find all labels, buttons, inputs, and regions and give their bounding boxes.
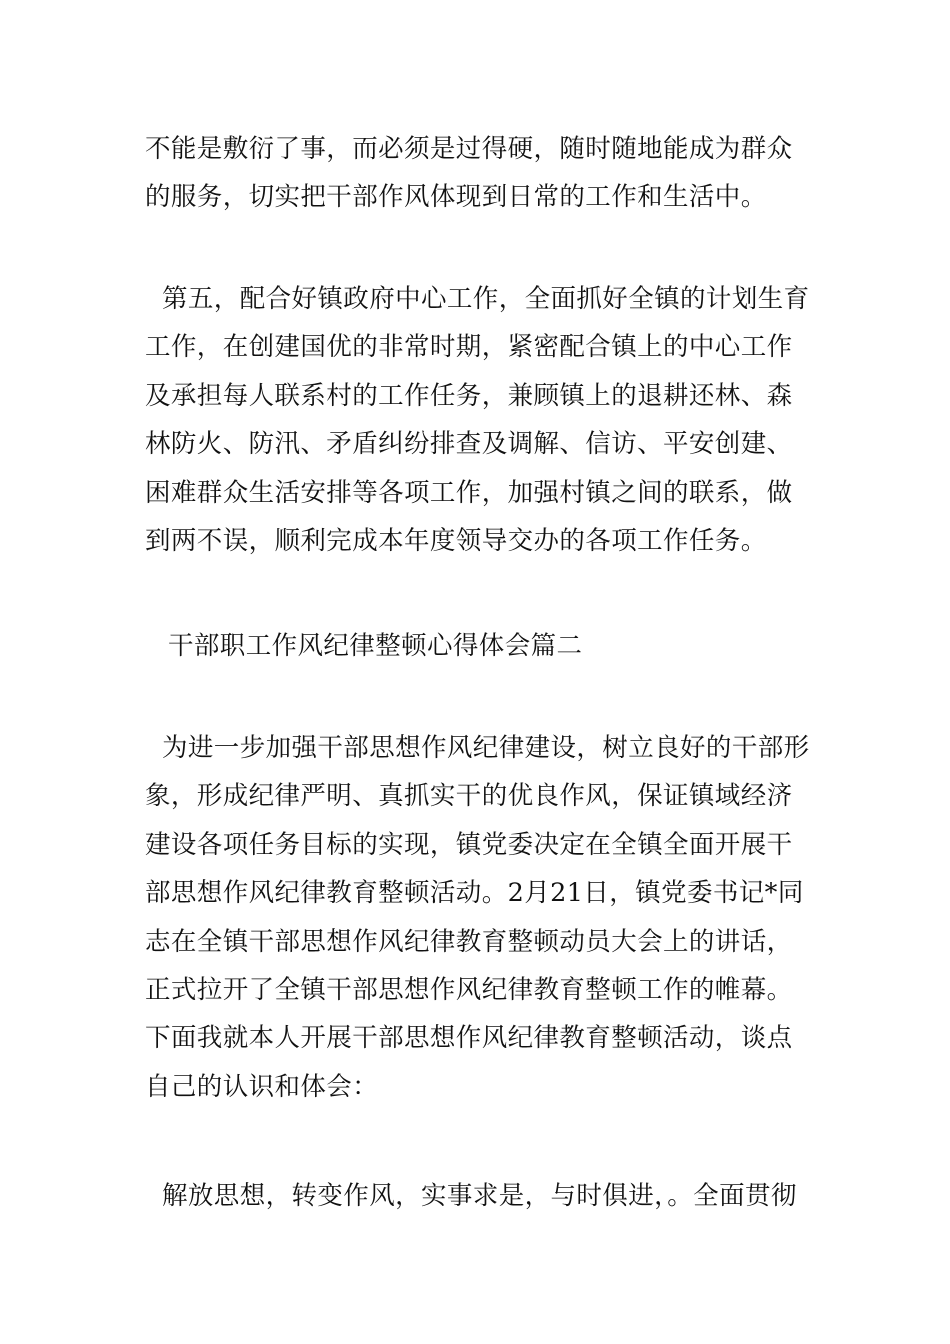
text-line: 部思想作风纪律教育整顿活动。2月21日，镇党委书记*同 [145, 878, 804, 909]
text-line: 林防火、防汛、矛盾纠纷排查及调解、信访、平安创建、 [145, 429, 793, 460]
paragraph-introduction [145, 724, 810, 1111]
text-line: 的服务，切实把干部作风体现到日常的工作和生活中。 [145, 182, 767, 213]
text-line: 不能是敷衍了事，而必须是过得硬，随时随地能成为群众 [145, 134, 793, 164]
text-line: 建设各项任务目标的实现，镇党委决定在全镇全面开展干 [145, 829, 793, 860]
paragraph-continuation [145, 125, 810, 222]
text-line: 为进一步加强干部思想作风纪律建设，树立良好的干部形 [145, 733, 810, 763]
text-line: 解放思想，转变作风，实事求是，与时俱进，。全面贯彻 [145, 1181, 797, 1211]
text-line: 自己的认识和体会： [145, 1071, 379, 1102]
paragraph-fifth-point [145, 275, 810, 565]
text-line: 下面我就本人开展干部思想作风纪律教育整顿活动，谈点 [145, 1023, 793, 1054]
text-line: 困难群众生活安排等各项工作，加强村镇之间的联系，做 [145, 477, 793, 508]
section-heading: 干部职工作风纪律整顿心得体会篇二 [168, 631, 583, 661]
text-line: 及承担每人联系村的工作任务，兼顾镇上的退耕还林、森 [145, 380, 793, 411]
text-line: 志在全镇干部思想作风纪律教育整顿动员大会上的讲话， [145, 926, 793, 957]
text-line: 工作，在创建国优的非常时期，紧密配合镇上的中心工作 [145, 332, 793, 363]
text-line: 正式拉开了全镇干部思想作风纪律教育整顿工作的帷幕。 [145, 975, 793, 1006]
text-line: 第五，配合好镇政府中心工作，全面抓好全镇的计划生育 [145, 284, 810, 314]
text-line: 到两不误，顺利完成本年度领导交办的各项工作任务。 [145, 526, 767, 557]
paragraph-emancipate-mind [145, 1172, 810, 1220]
text-line: 象，形成纪律严明、真抓实干的优良作风，保证镇域经济 [145, 781, 793, 812]
